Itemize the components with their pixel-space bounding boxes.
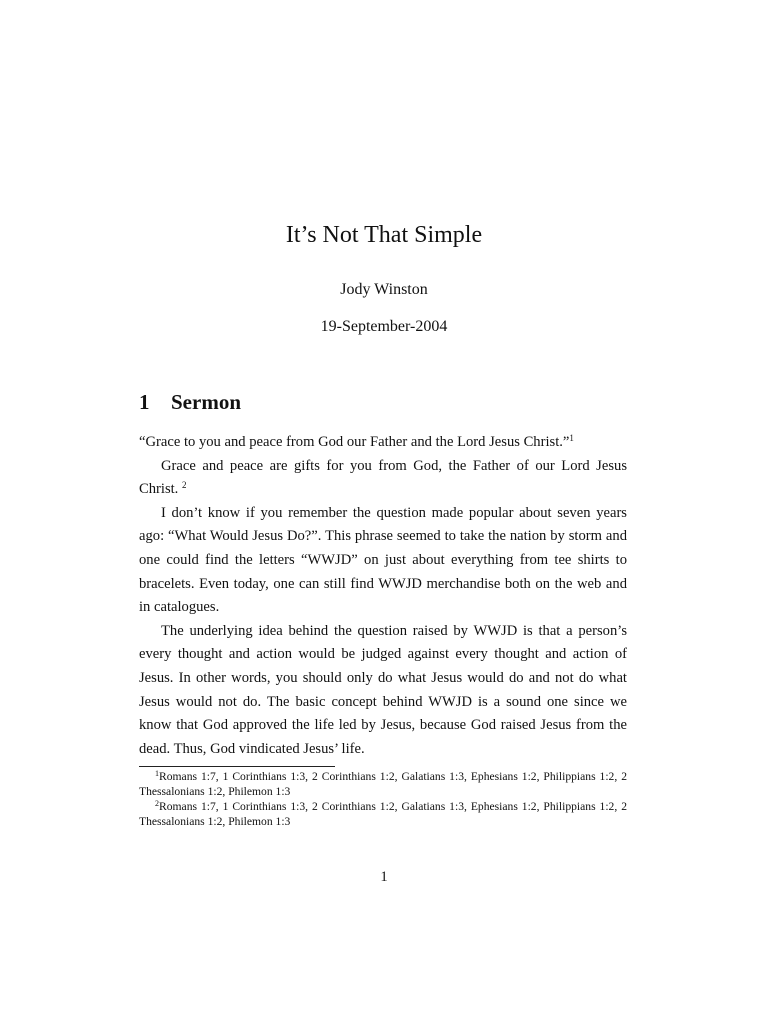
body-text — [139, 431, 627, 761]
footnote-marker: 2 — [155, 799, 159, 808]
footnote-ref[interactable]: 2 — [181, 480, 187, 491]
paragraph-text: “Grace to you and peace from God our Father and the Lord Jesus Christ.” — [139, 434, 570, 450]
footnote-divider — [139, 766, 335, 767]
footnote-text: Romans 1:7, 1 Corinthians 1:3, 2 Corinthians 1:2, Galatians 1:3, Ephesians 1:2, Philippians 1:2, 2 Thessalonians 1:2, Philemon 1:3 — [139, 770, 627, 798]
paragraph-text: The underlying idea behind the question raised by WWJD is that a person’s every thought and action would be judged against every thought and action of Jesus. In other words, you should only do what Jesus would do and not do what Jesus would not do. The basic concept behind WWJD is a sound one since we know that God approved the life led by Jesus, because God raised Jesus from the dead. Thus, God vindicated Jesus’ life. — [139, 622, 627, 757]
footnote-text: Romans 1:7, 1 Corinthians 1:3, 2 Corinthians 1:2, Galatians 1:3, Ephesians 1:2, Philippians 1:2, 2 Thessalonians 1:2, Philemon 1:3 — [139, 800, 627, 828]
footnotes — [139, 769, 627, 829]
section-number: 1 — [139, 390, 150, 414]
footnote-marker: 1 — [155, 769, 159, 778]
paragraph-text: Grace and peace are gifts for you from God, the Father of our Lord Jesus Christ. — [139, 457, 627, 498]
paragraph — [139, 455, 627, 502]
paragraph-text: I don’t know if you remember the question made popular about seven years ago: “What Would Jesus Do?”. This phrase seemed to take the nation by storm and one could find the letters “WWJD” on just about everything from tee shirts to bracelets. Even today, one can still find WWJD merchandise both on the web and in catalogues. — [139, 504, 627, 616]
page-number: 1 — [380, 869, 388, 885]
footnote — [139, 799, 627, 829]
section-heading — [139, 388, 241, 416]
document-author: Jody Winston — [340, 281, 428, 298]
document-date: 19-September-2004 — [320, 318, 448, 335]
footnote — [139, 769, 627, 799]
paragraph — [139, 502, 627, 620]
paragraph — [139, 620, 627, 762]
section-title: Sermon — [171, 390, 241, 414]
footnote-ref[interactable]: 1 — [569, 433, 574, 443]
document-title: It’s Not That Simple — [285, 222, 483, 248]
paragraph — [139, 431, 627, 455]
